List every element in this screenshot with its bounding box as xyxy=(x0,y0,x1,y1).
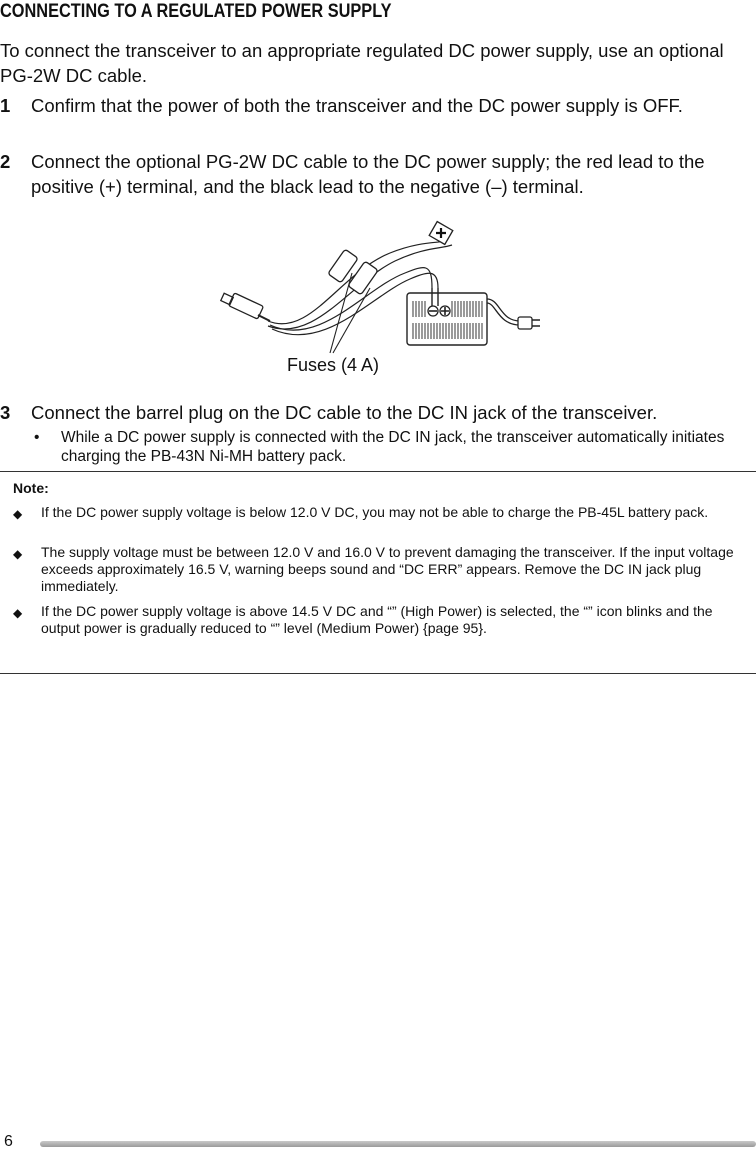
positive-lead-tag xyxy=(429,222,453,245)
fuse-callout-label: Fuses (4 A) xyxy=(287,355,380,375)
note-text: If the DC power supply voltage is above 14.5 V DC and “” (High Power) is selected, the “” icon blinks and the output power is gradually reduced to “” level (Medium Power) {page 95}. xyxy=(41,603,713,636)
barrel-plug-icon xyxy=(221,293,270,321)
note-text: The supply voltage must be between 12.0 V and 16.0 V to prevent damaging the transceiver. If the input voltage exceeds approximately 16.5 V, warning beeps sound and “DC ERR” appears. Remove the DC IN jack plug immediately. xyxy=(41,544,734,594)
diamond-bullet-icon: ◆ xyxy=(13,547,23,561)
note-text: If the DC power supply voltage is below 12.0 V DC, you may not be able to charge the PB-45L battery pack. xyxy=(41,504,709,520)
bullet-marker: • xyxy=(34,429,40,446)
power-supply-icon xyxy=(407,288,487,345)
footer-bar xyxy=(40,1141,756,1147)
fuse-holder-icon xyxy=(328,249,378,295)
bullet-text: While a DC power supply is connected with the DC IN jack, the transceiver automatically initiates charging the PB-43N Ni-MH battery pack. xyxy=(61,429,725,465)
note-bottom-divider xyxy=(0,673,756,674)
note-label: Note: xyxy=(13,480,49,496)
ac-cord-icon xyxy=(487,299,540,329)
note-top-divider xyxy=(0,471,756,472)
step-text: Connect the barrel plug on the DC cable to the DC IN jack of the transceiver. xyxy=(31,402,658,423)
diamond-bullet-icon: ◆ xyxy=(13,606,23,620)
page-title: CONNECTING TO A REGULATED POWER SUPPLY xyxy=(0,1,392,22)
step-number: 2 xyxy=(0,151,11,172)
diamond-bullet-icon: ◆ xyxy=(13,507,23,521)
step-number: 1 xyxy=(0,95,11,116)
step-text: Confirm that the power of both the transceiver and the DC power supply is OFF. xyxy=(31,95,683,116)
page-number: 6 xyxy=(4,1133,13,1150)
step-text: Connect the optional PG-2W DC cable to the DC power supply; the red lead to the positive (+) terminal, and the black lead to the negative (–) terminal. xyxy=(31,151,705,197)
step-number: 3 xyxy=(0,402,11,423)
dc-cable-diagram xyxy=(200,213,570,383)
intro-paragraph: To connect the transceiver to an appropriate regulated DC power supply, use an optional PG-2W DC cable. xyxy=(0,40,724,86)
